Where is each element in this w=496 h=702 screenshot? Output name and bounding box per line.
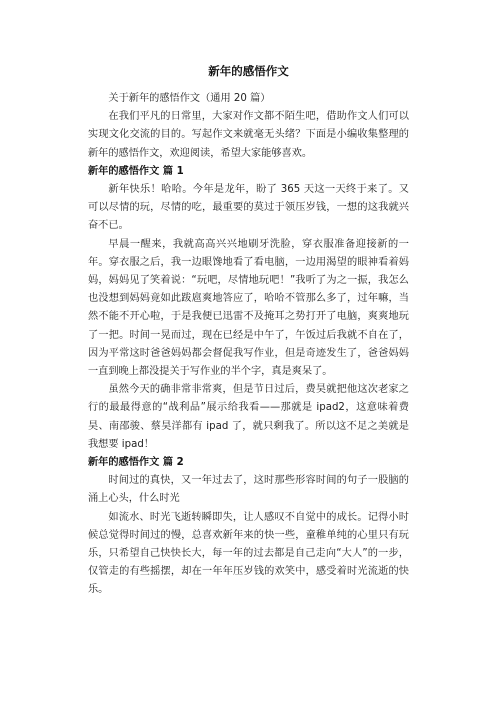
section-paragraph: 新年快乐！哈哈。今年是龙年，盼了 365 天这一天终于来了。又可以尽情的玩，尽情的吃，最重要的莫过于领压岁钱，一想的这我就兴奋不已。	[88, 184, 409, 232]
section-paragraph: 时间过的真快，又一年过去了，这时那些形容时间的句子一股脑的涌上心头，什么时光	[88, 475, 409, 505]
section-paragraph: 早晨一醒来，我就高高兴兴地刷牙洗脸，穿衣服准备迎接新的一年。穿衣服之后，我一边眼馋地看了看电脑，一边用渴望的眼神看着妈妈，妈妈见了笑着说：“玩吧，尽情地玩吧！”我听了为之一振，我怎么也没想到妈妈竟如此跋扈爽地答应了，哈哈不管那么多了，过年嘛，当然不能不开心啦，于是我便已迅雷不及掩耳之势打开了电脑，爽爽地玩了一把。时间一晃而过，现在已经是中午了，午饭过后我就不自在了，因为平常这时爸爸妈妈都会督促我写作业，但是奇迹发生了，爸爸妈妈一直到晚上都没提关于写作业的半个字，真是爽呆了。	[88, 238, 409, 378]
section-paragraph: 如流水、时光飞逝转瞬即失，让人感叹不自觉中的成长。记得小时候总觉得时间过的慢，总喜欢新年来的快一些，童稚单纯的心里只有玩乐，只希望自己快快长大，每一年的过去都是自己走向“大人”的一步，仅管走的有些摇摆，却在一年年压岁钱的欢笑中，感受着时光流逝的快乐。	[88, 511, 409, 596]
section-1	[88, 163, 409, 454]
document-subtitle: 关于新年的感悟作文（通用 20 篇）	[108, 93, 271, 104]
intro-paragraph: 在我们平凡的日常里，大家对作文都不陌生吧，借助作文人们可以实现文化交流的目的。写起作文来就毫无头绪？下面是小编收集整理的新年的感悟作文，欢迎阅读，希望大家能够喜欢。	[88, 111, 409, 159]
section-paragraph: 虽然今天的确非常非常爽，但是节日过后，费昊就把他这次老家之行的最最得意的“战利品”展示给我看——那就是 ipad2，这意味着费昊、南邵骏、蔡昊洋都有 ipad 了，就只剩我了。所以这不足之美就是我想要 ipad！	[88, 384, 409, 450]
section-heading: 新年的感悟作文 篇 1	[88, 165, 184, 177]
section-heading: 新年的感悟作文 篇 2	[88, 457, 184, 469]
document-page	[88, 64, 409, 600]
document-title: 新年的感悟作文	[208, 64, 289, 78]
section-2	[88, 454, 409, 600]
